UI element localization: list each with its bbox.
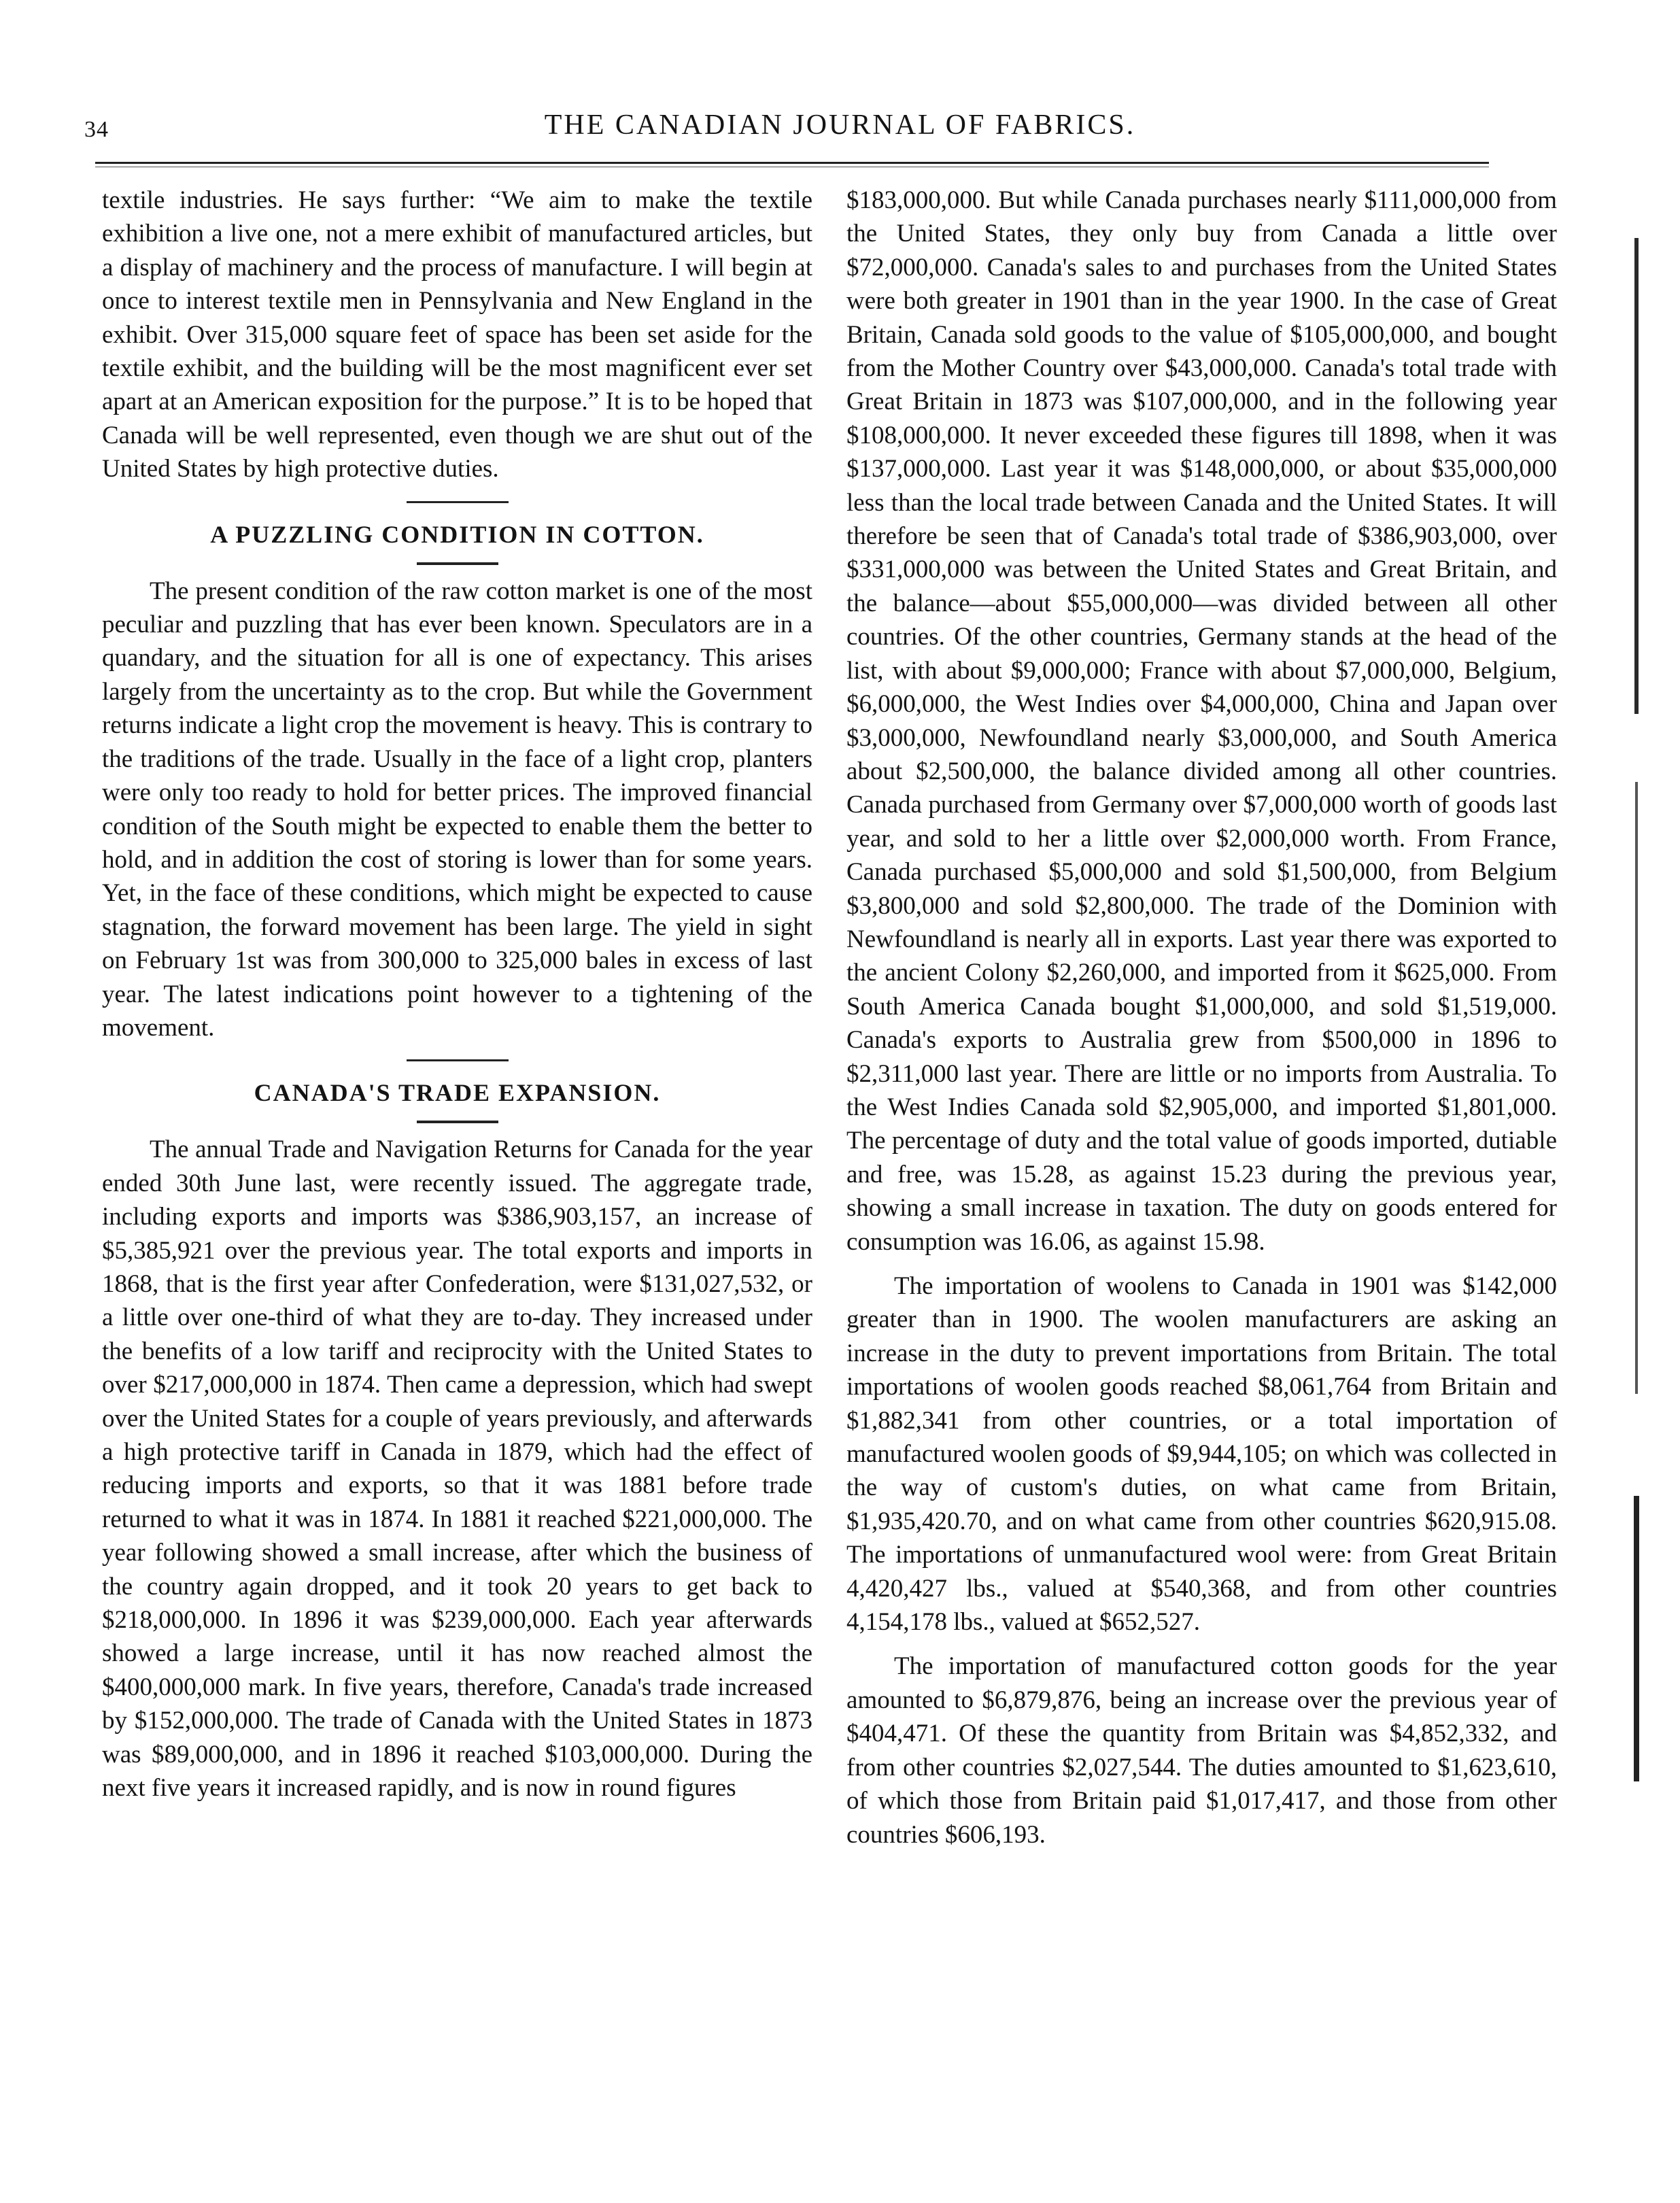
- scan-edge: [1632, 204, 1641, 2040]
- heading-underline: [417, 562, 498, 565]
- scan-edge-mark: [1634, 1496, 1639, 1781]
- running-head: THE CANADIAN JOURNAL OF FABRICS.: [544, 109, 1136, 141]
- page-number: 34: [84, 117, 109, 142]
- woolens-paragraph: The importation of woolens to Canada in 1901 was $142,000 greater than in 1900. The woolen manufacturers are asking an increase in the duty to prevent importations from Britain. The total importations of woolen goods reached $8,061,764 from Britain and $1,882,341 from other countries, or a total importation of manufactured woolen goods of $9,944,105; on which was collected in the way of custom's duties, on what came from Britain, $1,935,420.70, and on what came from other countries $620,915.08. The importations of unmanufactured wool were: from Great Britain 4,420,427 lbs., valued at $540,368, and from other countries 4,154,178 lbs., valued at $652,527.: [846, 1272, 1557, 1637]
- scan-edge-mark: [1634, 238, 1639, 714]
- heading-underline: [417, 1121, 498, 1123]
- article-continuation: textile industries. He says further: “We aim to make the textile exhibition a live one, not a mere exhibit of manufactured articles, but a display of machinery and the process of manufacture. I will begin at once to interest textile men in Pennsylvania and New England in the exhibit. Over 315,000 square feet of space has been set aside for the textile exhibit, and the building will be the most magnificent ever set apart at an American exposition for the purpose.” It is to be hoped that Canada will be well represented, even though we are shut out of the United States by high protective duties.: [102, 186, 812, 483]
- trade-paragraph: The annual Trade and Navigation Returns for Canada for the year ended 30th June last, were recently issued. The aggregate trade, including exports and imports was $386,903,157, an increase of $5,385,921 over the previous year. The total exports and imports in 1868, that is the first year after Confederation, were $131,027,532, or a little over one-third of what they are to-day. They increased under the benefits of a low tariff and reciprocity with the United States to over $217,000,000 in 1874. Then came a depression, which had swept over the United States for a couple of years previously, and afterwards a high protective tariff in Canada in 1879, which had the effect of reducing imports and exports, so that it was 1881 before trade returned to what it was in 1874. In 1881 it reached $221,000,000. The year following showed a small increase, after which the business of the country again dropped, and it took 20 years to get back to $218,000,000. In 1896 it was $239,000,000. Each year afterwards showed a large increase, until it has now reached almost the $400,000,000 mark. In five years, therefore, Canada's trade increased by $152,000,000. The trade of Canada with the United States in 1873 was $89,000,000, and in 1896 it reached $103,000,000. During the next five years it increased rapidly, and is now in round figures: [102, 1135, 812, 1803]
- trade-paragraph-continued: $183,000,000. But while Canada purchases nearly $111,000,000 from the United States, they only buy from Canada a little over $72,000,000. Canada's sales to and purchases from the United States were both greater in 1901 than in the year 1900. In the case of Great Britain, Canada sold goods to the value of $105,000,000, and bought from the Mother Country over $43,000,000. Canada's total trade with Great Britain in 1873 was $107,000,000, and in the following year $108,000,000. It never exceeded these figures till 1898, when it was $137,000,000. Last year it was $148,000,000, or about $35,000,000 less than the local trade between Canada and the United States. It will therefore be seen that of Canada's total trade of $386,903,000, over $331,000,000 was between the United States and Great Britain, and the balance—about $55,000,000—was divided between all other countries. Of the other countries, Germany stands at the head of the list, with about $9,000,000; France with about $7,000,000, Belgium, $6,000,000, the West Indies over $4,000,000, China and Japan over $3,000,000, Newfoundland nearly $3,000,000, and South America about $2,500,000, the balance divided among all other countries. Canada purchased from Germany over $7,000,000 worth of goods last year, and sold to her a little over $2,000,000 worth. From France, Canada purchased $5,000,000 and sold $1,500,000, from Belgium $3,800,000 and sold $2,800,000. The trade of the Dominion with Newfoundland is nearly all in exports. Last year there was exported to the ancient Colony $2,260,000, and imported from it $625,000. From South America Canada bought $1,000,000, and sold $1,519,000. Canada's exports to Australia grew from $500,000 in 1896 to $2,311,000 last year. There are little or no imports from Australia. To the West Indies Canada sold $2,905,000, and imported $1,801,000. The percentage of duty and the total value of goods imported, dutiable and free, was 15.28, as against 15.23 during the previous year, showing a small increase in taxation. The duty on goods entered for consumption was 16.06, as against 15.98.: [846, 186, 1557, 1256]
- section-divider: [407, 1059, 509, 1061]
- heading-cotton: A PUZZLING CONDITION IN COTTON.: [210, 520, 704, 548]
- cotton-goods-paragraph: The importation of manufactured cotton goods for the year amounted to $6,879,876, being an increase over the previous year of $404,471. Of these the quantity from Britain was $4,852,332, and from other countries $2,027,544. The duties amounted to $1,623,610, of which those from Britain paid $1,017,417, and those from other countries $606,193.: [846, 1652, 1557, 1849]
- scan-edge-mark: [1635, 782, 1638, 1394]
- header-rule: [95, 162, 1489, 167]
- cotton-paragraph: The present condition of the raw cotton market is one of the most peculiar and puzzling that has ever been known. Speculators are in a quandary, and the situation for all is one of expectancy. This arises largely from the uncertainty as to the crop. But while the Government returns indicate a light crop the movement is heavy. This is contrary to the traditions of the trade. Usually in the face of a light crop, planters were only too ready to hold for better prices. The improved financial condition of the South might be expected to enable them the better to hold, and in addition the cost of storing is lower than for some years. Yet, in the face of these conditions, which might be expected to cause stagnation, the forward movement has been large. The yield in sight on February 1st was from 300,000 to 325,000 bales in excess of last year. The latest indications point however to a tightening of the movement.: [102, 577, 812, 1042]
- section-divider: [407, 501, 509, 503]
- right-column: [846, 184, 1557, 1851]
- heading-trade: CANADA'S TRADE EXPANSION.: [254, 1079, 661, 1107]
- left-column: [102, 184, 812, 1805]
